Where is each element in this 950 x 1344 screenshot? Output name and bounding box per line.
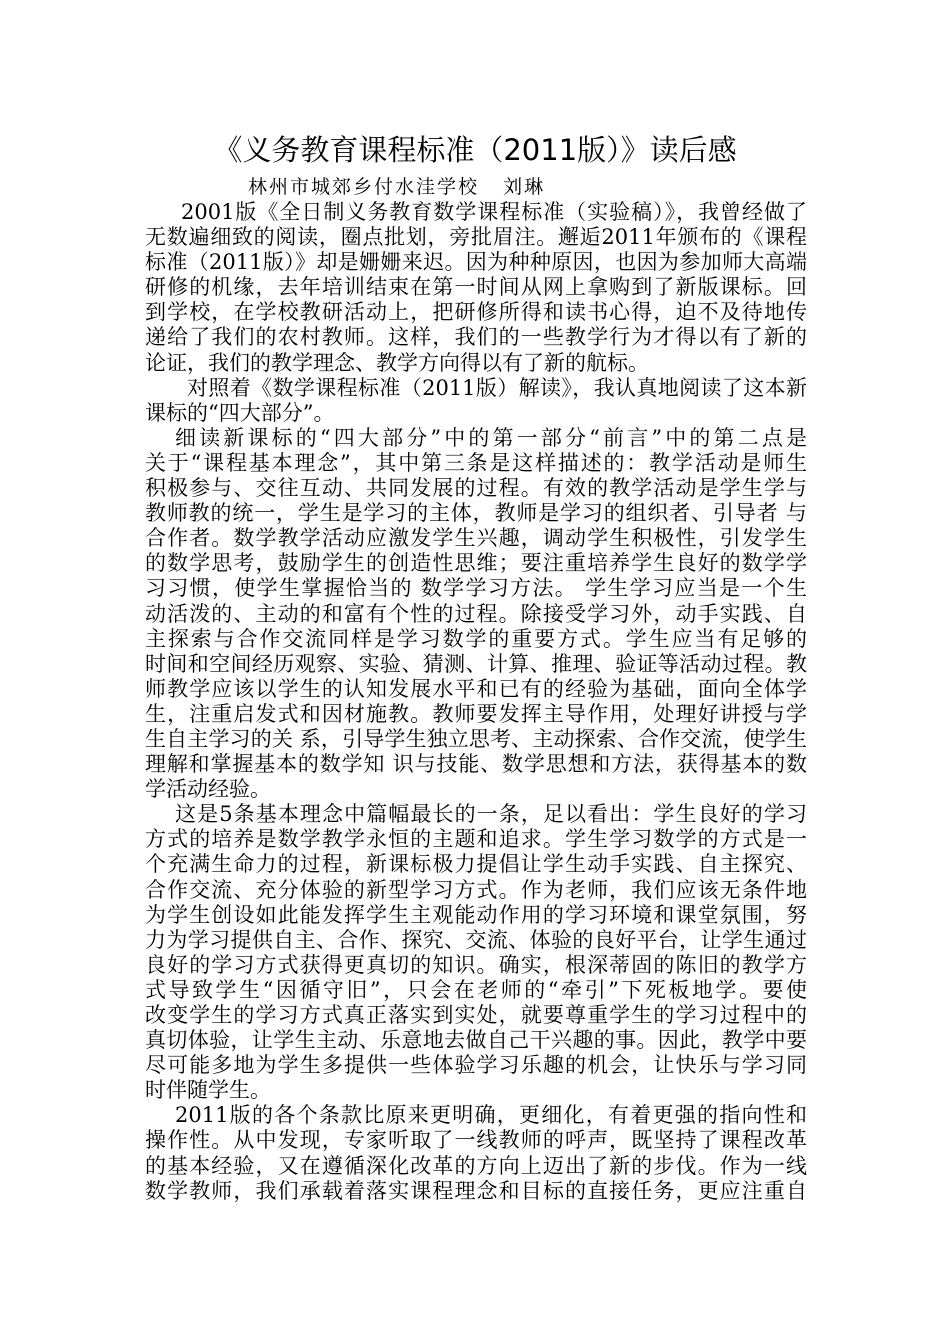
paragraph bbox=[145, 802, 807, 1103]
text-line: 关于“课程基本理念”，其中第三条是这样描述的：教学活动是师生 bbox=[145, 450, 807, 475]
text-line: 教师教的统一，学生是学习的主体，教师是学习的组织者、引导者 与 bbox=[145, 501, 807, 526]
text-line: 良好的学习方式获得更真切的知识。确实，根深蒂固的陈旧的教学方 bbox=[145, 952, 807, 977]
paragraph bbox=[145, 376, 807, 426]
text-line: 时伴随学生。 bbox=[145, 1078, 271, 1103]
author-line: 林州市城郊乡付水洼学校 刘琳 bbox=[248, 176, 546, 198]
text-line: 尽可能多地为学生多提供一些体验学习乐趣的机会，让快乐与学习同 bbox=[145, 1053, 807, 1078]
text-line: 2011版的各个条款比原来更明确，更细化，有着更强的指向性和 bbox=[175, 1103, 807, 1128]
text-line: 细读新课标的“四大部分”中的第一部分“前言”中的第二点是 bbox=[175, 425, 807, 450]
text-line: 理解和掌握基本的数学知 识与技能、数学思想和方法，获得基本的数 bbox=[145, 752, 807, 777]
text-line: 师教学应该以学生的认知发展水平和已有的经验为基础，面向全体学 bbox=[145, 676, 807, 701]
text-line: 对照着《数学课程标准（2011版）解读》，我认真地阅读了这本新 bbox=[187, 375, 807, 400]
text-line: 改变学生的学习方式真正落实到实处，就要尊重学生的学习过程中的 bbox=[145, 1003, 807, 1027]
text-line: 生自主学习的关 系，引导学生独立思考、主动探索、合作交流，使学生 bbox=[145, 726, 807, 751]
text-line: 的基本经验，又在遵循深化改革的方向上迈出了新的步伐。作为一线 bbox=[145, 1153, 807, 1178]
paragraph bbox=[145, 200, 807, 376]
text-line: 学活动经验。 bbox=[145, 777, 271, 802]
text-line: 个充满生命力的过程，新课标极力提倡让学生动手实践、自主探究、 bbox=[145, 852, 807, 877]
text-line: 方式的培养是数学教学永恒的主题和追求。学生学习数学的方式是一 bbox=[145, 827, 807, 852]
text-line: 合作者。数学教学活动应激发学生兴趣，调动学生积极性，引发学生 bbox=[145, 526, 807, 551]
paragraph bbox=[145, 426, 807, 802]
text-line: 动活泼的、主动的和富有个性的过程。除接受学习外，动手实践、自 bbox=[145, 601, 807, 626]
text-line: 生，注重启发式和因材施教。教师要发挥主导作用，处理好讲授与学 bbox=[145, 701, 807, 726]
text-line: 为学生创设如此能发挥学生主观能动作用的学习环境和课堂氛围，努 bbox=[145, 902, 807, 927]
text-line: 的数学思考，鼓励学生的创造性思维；要注重培养学生良好的数学学 bbox=[145, 551, 807, 576]
text-line: 到学校，在学校教研活动上，把研修所得和读书心得，迫不及待地传 bbox=[145, 300, 807, 325]
text-line: 这是5条基本理念中篇幅最长的一条，足以看出：学生良好的学习 bbox=[175, 802, 807, 827]
text-line: 主探索与合作交流同样是学习数学的重要方式。学生应当有足够的 bbox=[145, 626, 807, 651]
text-line: 研修的机缘，去年培训结束在第一时间从网上拿购到了新版课标。回 bbox=[145, 275, 807, 300]
text-line: 数学教师，我们承载着落实课程理念和目标的直接任务，更应注重自 bbox=[145, 1178, 807, 1203]
text-line: 合作交流、充分体验的新型学习方式。作为老师，我们应该无条件地 bbox=[145, 877, 807, 902]
text-line: 论证，我们的教学理念、教学方向得以有了新的航标。 bbox=[145, 350, 649, 375]
text-line: 标准（2011版）》却是姗姗来迟。因为种种原因，也因为参加师大高端 bbox=[145, 250, 807, 275]
text-line: 力为学习提供自主、合作、探究、交流、体验的良好平台，让学生通过 bbox=[145, 927, 807, 952]
text-line: 时间和空间经历观察、实验、猜测、计算、推理、验证等活动过程。教 bbox=[145, 651, 807, 676]
text-line: 积极参与、交往互动、共同发展的过程。有效的教学活动是学生学与 bbox=[145, 476, 807, 501]
text-line: 习习惯，使学生掌握恰当的 数学学习方法。 学生学习应当是一个生 bbox=[145, 576, 807, 601]
text-line: 递给了我们的农村教师。这样，我们的一些教学行为才得以有了新的 bbox=[145, 325, 807, 350]
text-line: 真切体验，让学生主动、乐意地去做自己干兴趣的事。因此，教学中要 bbox=[145, 1028, 807, 1053]
document-title: 《义务教育课程标准（2011版）》读后感 bbox=[213, 133, 737, 167]
text-line: 操作性。从中发现，专家听取了一线教师的呼声，既坚持了课程改革 bbox=[145, 1128, 807, 1153]
text-line: 无数遍细致的阅读，圈点批划，旁批眉注。邂逅2011年颁布的《课程 bbox=[145, 225, 807, 250]
paragraph bbox=[145, 1103, 807, 1203]
document-body bbox=[145, 200, 807, 1204]
text-line: 式导致学生“因循守旧”，只会在老师的“牵引”下死板地学。要使 bbox=[145, 977, 807, 1002]
text-line: 课标的“四大部分”。 bbox=[145, 400, 335, 425]
text-line: 2001版《全日制义务教育数学课程标准（实验稿）》，我曾经做了 bbox=[181, 200, 807, 224]
